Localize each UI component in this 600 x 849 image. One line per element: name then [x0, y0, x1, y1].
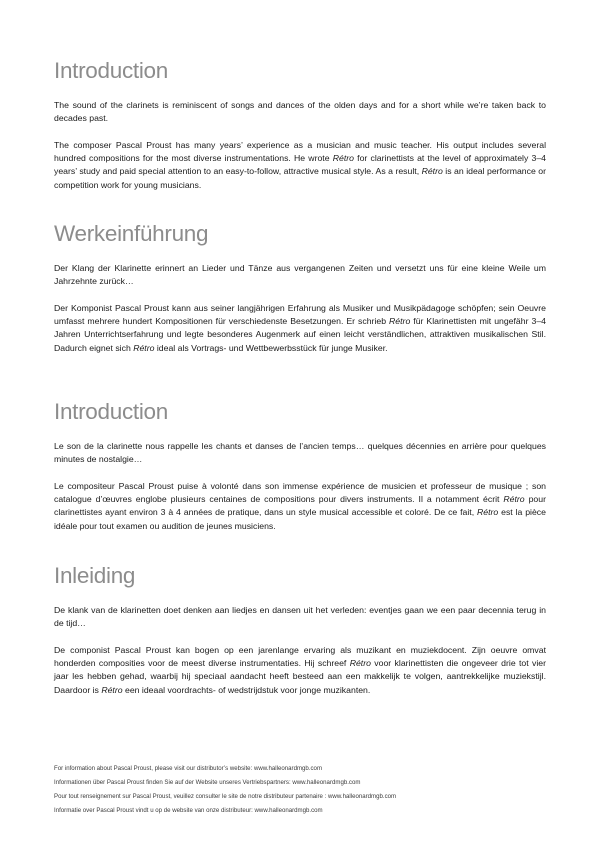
footer-distributor-info	[54, 762, 546, 818]
paragraph-2-nl	[54, 644, 546, 697]
text-run: für Klarinettisten mit ungefähr 3–4 Jahren Unterrichtserfahrung und legte besonderes Augenmerk auf einen leicht verständlichen, attraktiven musikalischen Stil. Dadurch eignet sich	[54, 316, 546, 353]
italic-title: Rétro	[332, 153, 354, 164]
heading-introduction-en: Introduction	[54, 58, 168, 83]
italic-title: Rétro	[389, 316, 411, 327]
heading-inleiding: Inleiding	[54, 563, 136, 588]
paragraph-1-en: The sound of the clarinets is reminiscent of songs and dances of the olden days and for a short while we’re taken back to decades past.	[54, 100, 546, 124]
text-run: The composer Pascal Proust has many years’ experience as a musician and music teacher. His output includes several hundred compositions for the most diverse instrumentations. He wrote	[54, 139, 546, 164]
italic-title: Rétro	[101, 684, 123, 695]
paragraph-1-de: Der Klang der Klarinette erinnert an Lieder und Tänze aus vergangenen Zeiten und versetzt uns für eine kleine Weile um Jahrzehnte zurück…	[54, 263, 546, 287]
text-run: Der Komponist Pascal Proust kann aus seiner langjährigen Erfahrung als Musiker und Musikpädagoge schöpfen; sein Oeuvre umfasst mehrere hundert Kompositionen für verschiedenste Besetzungen. Er schrieb	[54, 302, 546, 327]
heading-introduction-fr: Introduction	[54, 399, 168, 424]
footer-line-de: Informationen über Pascal Proust finden Sie auf der Website unseres Vertriebspartners: www.halleonardmgb.com	[54, 778, 361, 786]
text-run: pour clarinettistes ayant environ 3 à 4 années de pratique, dans un style musical accessible et coloré. De ce fait,	[54, 494, 546, 518]
text-run: is an ideal performance or competition work for young musicians.	[54, 166, 546, 190]
text-run: est la pièce idéale pour tout examen ou audition de jeunes musiciens.	[54, 507, 546, 531]
paragraph-2-en	[54, 139, 546, 192]
text-run: for clarinettists at the level of approximately 3–4 years’ study and paid special attention to an easy-to-follow, attractive musical style. As a result,	[54, 153, 546, 177]
section-french	[54, 399, 546, 546]
text-run: ideal als Vortrags- und Wettbewerbsstück für junge Musiker.	[154, 342, 388, 353]
section-english	[54, 58, 546, 205]
section-german	[54, 221, 546, 368]
text-run: een ideaal voordrachts- of wedstrijdstuk voor jonge muzikanten.	[122, 684, 371, 695]
text-run: De componist Pascal Proust kan bogen op een jarenlange ervaring als muzikant en muziekdocent. Zijn oeuvre omvat honderden composities voor de meest diverse instrumentaties. Hij schreef	[54, 644, 546, 669]
italic-title: Rétro	[133, 342, 155, 353]
italic-title: Rétro	[349, 658, 371, 669]
footer-line-nl: Informatie over Pascal Proust vindt u op de website van onze distributeur: www.halleonardmgb.com	[54, 806, 323, 814]
paragraph-2-de	[54, 302, 546, 355]
paragraph-2-fr	[54, 480, 546, 533]
paragraph-1-fr: Le son de la clarinette nous rappelle les chants et danses de l’ancien temps… quelques décennies en arrière pour quelques minutes de nostalgie…	[54, 441, 546, 465]
heading-werkeinfuehrung: Werkeinführung	[54, 221, 209, 246]
paragraph-1-nl: De klank van de klarinetten doet denken aan liedjes en dansen uit het verleden: eventjes gaan we een paar decennia terug in de tijd…	[54, 605, 546, 629]
text-run: voor klarinettisten die ongeveer drie tot vier jaar les hebben gehad, waarbij hij speciaal aandacht heeft besteed aan een makkelijk te volgen, aantrekkelijke muziekstijl. Daardoor is	[54, 658, 547, 695]
italic-title: Rétro	[503, 494, 525, 505]
text-run: Le compositeur Pascal Proust puise à volonté dans son immense expérience de musicien et professeur de musique ; son catalogue d’œuvres englobe plusieurs centaines de compositions pour divers instruments. Il a notamment écrit	[54, 480, 546, 505]
footer-line-fr: Pour tout renseignement sur Pascal Proust, veuillez consulter le site de notre distributeur partenaire : www.halleonardmgb.com	[54, 792, 397, 800]
section-dutch	[54, 563, 546, 710]
footer-line-en: For information about Pascal Proust, please visit our distributor’s website: www.halleonardmgb.com	[54, 765, 323, 772]
italic-title: Rétro	[477, 507, 499, 518]
italic-title: Rétro	[421, 166, 443, 177]
